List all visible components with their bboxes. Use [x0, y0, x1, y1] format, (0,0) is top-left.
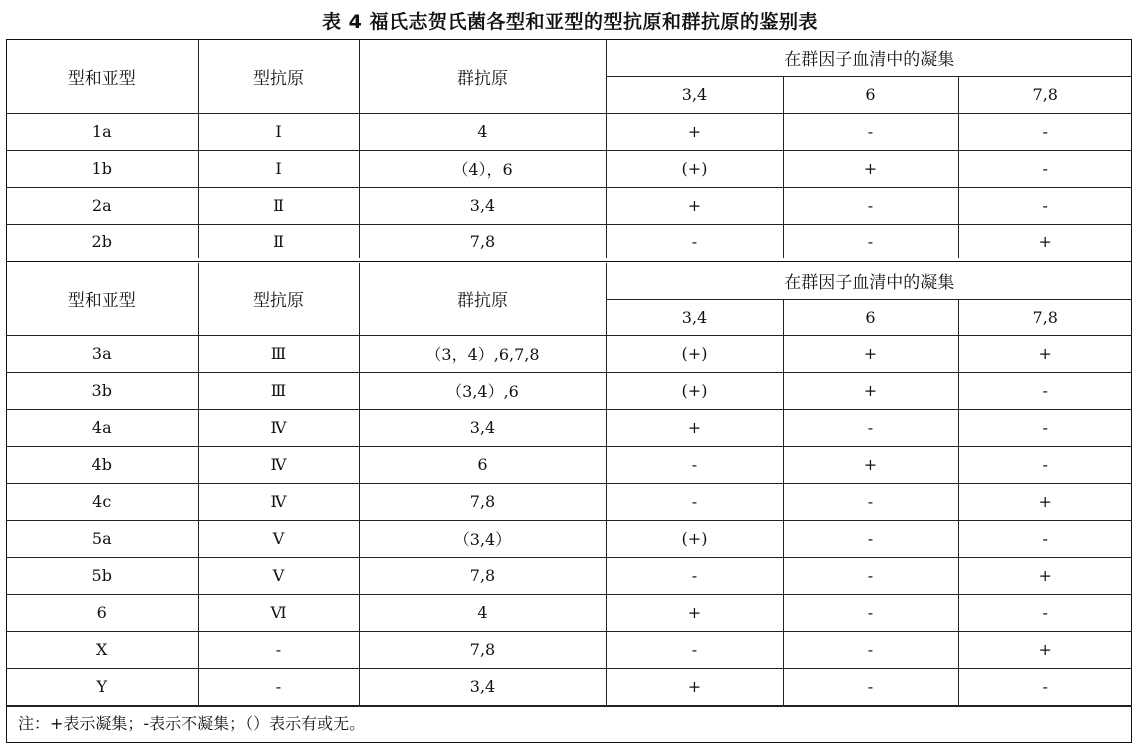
subheader-78: 7,8	[958, 76, 1132, 113]
cell-agg-34: -	[606, 446, 783, 483]
cell-agg-34: +	[606, 409, 783, 446]
cell-agg-6: +	[783, 335, 958, 372]
cell-type: 4a	[6, 409, 198, 446]
cell-agg-6: -	[783, 557, 958, 594]
cell-type-antigen: Ⅲ	[198, 372, 359, 409]
cell-type: 4b	[6, 446, 198, 483]
cell-agg-78: -	[958, 187, 1132, 224]
cell-type-antigen: Ⅰ	[198, 150, 359, 187]
table-title: 表 4 福氏志贺氏菌各型和亚型的型抗原和群抗原的鉴别表	[322, 11, 818, 33]
identification-table-part-2	[6, 263, 1132, 706]
table-row	[6, 335, 1132, 372]
cell-group-antigen: （3,4）	[359, 520, 606, 557]
cell-type-antigen: Ⅱ	[198, 187, 359, 224]
cell-agg-34: -	[606, 224, 783, 258]
cell-type: 2b	[6, 224, 198, 258]
subheader-78: 7,8	[958, 299, 1132, 335]
cell-agg-78: -	[958, 446, 1132, 483]
cell-agg-34: +	[606, 668, 783, 705]
cell-type: 2a	[6, 187, 198, 224]
table-row	[6, 594, 1132, 631]
header-type: 型和亚型	[6, 263, 198, 335]
header-agglutination: 在群因子血清中的凝集	[606, 263, 1132, 299]
cell-type-antigen: Ⅳ	[198, 483, 359, 520]
cell-type: 1a	[6, 113, 198, 150]
header-group-antigen: 群抗原	[359, 263, 606, 335]
cell-type: 4c	[6, 483, 198, 520]
cell-agg-6: -	[783, 224, 958, 258]
cell-type-antigen: Ⅳ	[198, 446, 359, 483]
cell-type-antigen: Ⅴ	[198, 557, 359, 594]
cell-agg-78: -	[958, 594, 1132, 631]
cell-agg-34: -	[606, 483, 783, 520]
cell-agg-78: +	[958, 483, 1132, 520]
header-type-antigen: 型抗原	[198, 40, 359, 113]
cell-agg-78: -	[958, 150, 1132, 187]
cell-agg-34: +	[606, 113, 783, 150]
table-row	[6, 446, 1132, 483]
cell-agg-6: +	[783, 372, 958, 409]
cell-agg-78: -	[958, 372, 1132, 409]
cell-type: X	[6, 631, 198, 668]
cell-group-antigen: 7,8	[359, 483, 606, 520]
cell-group-antigen: （3,4）,6	[359, 372, 606, 409]
cell-agg-6: +	[783, 446, 958, 483]
cell-agg-78: -	[958, 520, 1132, 557]
subheader-6: 6	[783, 76, 958, 113]
cell-type-antigen: -	[198, 631, 359, 668]
cell-agg-6: -	[783, 631, 958, 668]
table-row	[6, 557, 1132, 594]
identification-table-part-1	[6, 40, 1132, 258]
cell-type: Y	[6, 668, 198, 705]
cell-agg-78: -	[958, 409, 1132, 446]
cell-agg-78: +	[958, 335, 1132, 372]
subheader-34: 3,4	[606, 299, 783, 335]
cell-type-antigen: Ⅵ	[198, 594, 359, 631]
header-type: 型和亚型	[6, 40, 198, 113]
cell-type-antigen: Ⅴ	[198, 520, 359, 557]
cell-group-antigen: 4	[359, 594, 606, 631]
cell-agg-78: -	[958, 668, 1132, 705]
cell-group-antigen: 3,4	[359, 668, 606, 705]
cell-agg-34: +	[606, 594, 783, 631]
cell-group-antigen: 7,8	[359, 631, 606, 668]
cell-type: 6	[6, 594, 198, 631]
cell-type: 1b	[6, 150, 198, 187]
cell-group-antigen: 6	[359, 446, 606, 483]
table-row	[6, 150, 1132, 187]
cell-agg-6: +	[783, 150, 958, 187]
cell-type: 3b	[6, 372, 198, 409]
cell-agg-78: +	[958, 224, 1132, 258]
cell-agg-34: -	[606, 631, 783, 668]
subheader-34: 3,4	[606, 76, 783, 113]
table-row	[6, 631, 1132, 668]
cell-type: 5b	[6, 557, 198, 594]
table-row	[6, 224, 1132, 258]
header-type-antigen: 型抗原	[198, 263, 359, 335]
table-row	[6, 409, 1132, 446]
cell-agg-34: (+)	[606, 372, 783, 409]
cell-agg-6: -	[783, 483, 958, 520]
cell-group-antigen: 7,8	[359, 224, 606, 258]
cell-group-antigen: （3，4）,6,7,8	[359, 335, 606, 372]
header-agglutination: 在群因子血清中的凝集	[606, 40, 1132, 76]
cell-type: 3a	[6, 335, 198, 372]
cell-agg-6: -	[783, 113, 958, 150]
cell-type-antigen: Ⅲ	[198, 335, 359, 372]
cell-type: 5a	[6, 520, 198, 557]
cell-agg-34: +	[606, 187, 783, 224]
table-row	[6, 187, 1132, 224]
cell-agg-78: +	[958, 631, 1132, 668]
cell-agg-34: -	[606, 557, 783, 594]
table-footnote: 注：+表示凝集；-表示不凝集；（）表示有或无。	[6, 706, 1132, 742]
cell-type-antigen: Ⅱ	[198, 224, 359, 258]
cell-agg-34: (+)	[606, 150, 783, 187]
table-row	[6, 483, 1132, 520]
subheader-6: 6	[783, 299, 958, 335]
cell-agg-6: -	[783, 409, 958, 446]
cell-group-antigen: 3,4	[359, 187, 606, 224]
table-row	[6, 113, 1132, 150]
cell-group-antigen: 3,4	[359, 409, 606, 446]
cell-group-antigen: （4），6	[359, 150, 606, 187]
cell-agg-6: -	[783, 520, 958, 557]
cell-group-antigen: 7,8	[359, 557, 606, 594]
table-row	[6, 372, 1132, 409]
cell-type-antigen: -	[198, 668, 359, 705]
cell-agg-6: -	[783, 594, 958, 631]
cell-agg-6: -	[783, 187, 958, 224]
table-row	[6, 520, 1132, 557]
cell-agg-34: (+)	[606, 335, 783, 372]
table-row	[6, 668, 1132, 705]
cell-agg-78: -	[958, 113, 1132, 150]
cell-agg-78: +	[958, 557, 1132, 594]
cell-type-antigen: Ⅳ	[198, 409, 359, 446]
cell-agg-6: -	[783, 668, 958, 705]
header-group-antigen: 群抗原	[359, 40, 606, 113]
cell-group-antigen: 4	[359, 113, 606, 150]
page-break-divider	[6, 261, 1132, 262]
cell-agg-34: (+)	[606, 520, 783, 557]
cell-type-antigen: Ⅰ	[198, 113, 359, 150]
